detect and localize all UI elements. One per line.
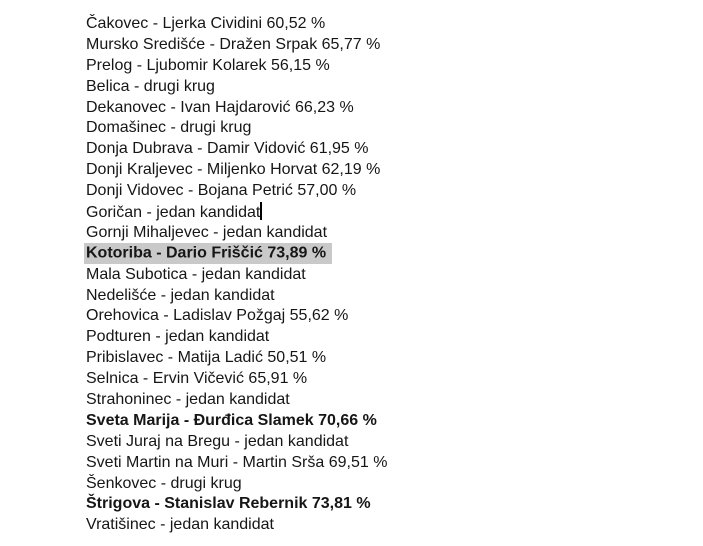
document-line[interactable] — [86, 453, 387, 474]
document-line[interactable] — [86, 306, 387, 327]
line-text: Mursko Središće - Dražen Srpak 65,77 % — [86, 35, 381, 53]
line-text: Nedelišće - jedan kandidat — [86, 286, 275, 304]
document-line[interactable] — [86, 118, 387, 139]
line-text: Prelog - Ljubomir Kolarek 56,15 % — [86, 56, 330, 74]
line-text: Čakovec - Ljerka Cividini 60,52 % — [86, 15, 326, 32]
document-line[interactable] — [86, 181, 387, 202]
document-line[interactable] — [86, 327, 387, 348]
line-text: Selnica - Ervin Vičević 65,91 % — [86, 370, 308, 388]
text-caret — [260, 202, 262, 220]
line-text: Donji Kraljevec - Miljenko Horvat 62,19 % — [86, 161, 381, 179]
line-text: Orehovica - Ladislav Požgaj 55,62 % — [86, 307, 349, 325]
selected-line-text: Kotoriba - Dario Friščić 73,89 % — [84, 243, 332, 264]
line-text: Podturen - jedan kandidat — [86, 328, 270, 346]
line-text: Gornji Mihaljevec - jedan kandidat — [86, 223, 328, 241]
document-line[interactable] — [86, 14, 387, 35]
document-line[interactable] — [86, 160, 387, 181]
line-text: Vratišinec - jedan kandidat — [86, 516, 274, 534]
document-line[interactable] — [86, 515, 387, 536]
line-text: Sveti Juraj na Bregu - jedan kandidat — [86, 432, 349, 450]
line-text: Štrigova - Stanislav Rebernik 73,81 % — [86, 495, 371, 513]
line-text: Domašinec - drugi krug — [86, 119, 252, 137]
document-line[interactable] — [86, 474, 387, 495]
document-line[interactable] — [86, 390, 387, 411]
document-line[interactable] — [86, 369, 387, 390]
line-text: Sveta Marija - Đurđica Slamek 70,66 % — [86, 411, 377, 429]
document-line[interactable] — [86, 223, 387, 244]
line-text: Dekanovec - Ivan Hajdarović 66,23 % — [86, 98, 354, 116]
line-text: Donja Dubrava - Damir Vidović 61,95 % — [86, 140, 369, 158]
line-text: Mala Subotica - jedan kandidat — [86, 265, 306, 283]
text-editor-content[interactable] — [86, 14, 387, 536]
document-line[interactable] — [86, 244, 387, 265]
document-line[interactable] — [86, 411, 387, 432]
line-text: Belica - drugi krug — [86, 77, 215, 95]
line-text: Donji Vidovec - Bojana Petrić 57,00 % — [86, 182, 357, 200]
document-line[interactable] — [86, 265, 387, 286]
document-line[interactable] — [86, 56, 387, 77]
document-line[interactable] — [86, 286, 387, 307]
document-line[interactable] — [86, 98, 387, 119]
line-text: Sveti Martin na Muri - Martin Srša 69,51 % — [86, 453, 388, 471]
document-line[interactable] — [86, 348, 387, 369]
document-line[interactable] — [86, 202, 387, 223]
line-text: Strahoninec - jedan kandidat — [86, 391, 290, 409]
document-line[interactable] — [86, 139, 387, 160]
line-text: Pribislavec - Matija Ladić 50,51 % — [86, 349, 327, 367]
document-line[interactable] — [86, 35, 387, 56]
document-line[interactable] — [86, 494, 387, 515]
document-line[interactable] — [86, 432, 387, 453]
line-text: Šenkovec - drugi krug — [86, 474, 242, 492]
line-text: Goričan - jedan kandidat — [86, 204, 261, 222]
document-line[interactable] — [86, 77, 387, 98]
